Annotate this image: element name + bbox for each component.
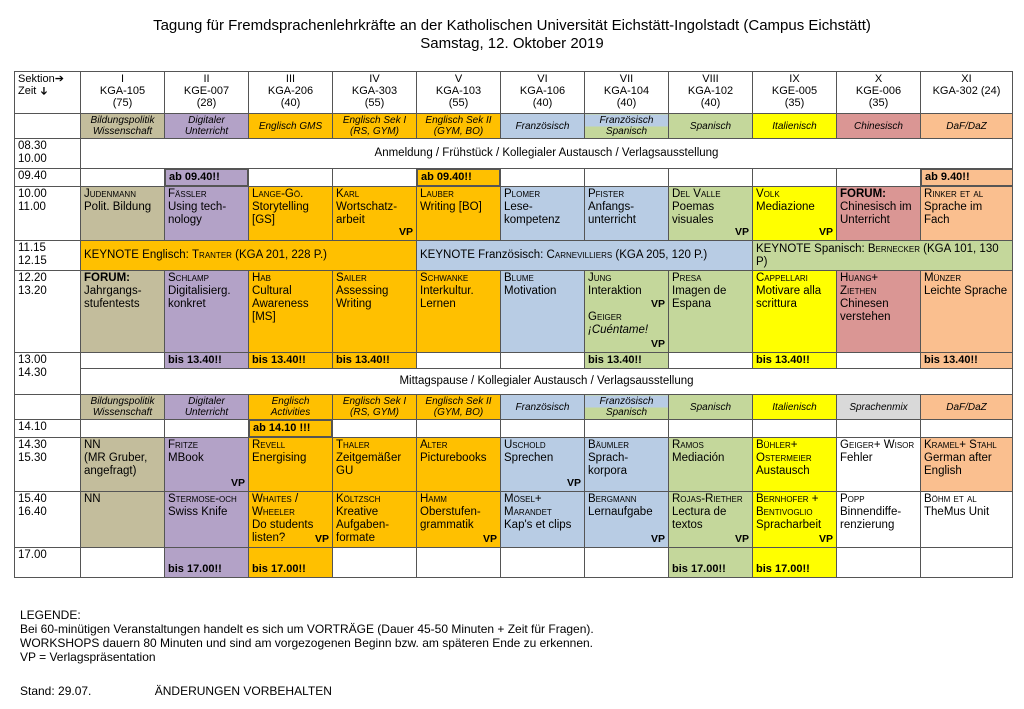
session-cell: Jung Interaktion VP Geiger ¡Cuéntame! VP (585, 271, 669, 353)
start-note: ab 14.10 !!! (249, 420, 332, 437)
vp-badge: VP (734, 226, 749, 238)
language-label: Digitaler Unterricht (165, 395, 249, 420)
vp-badge: VP (482, 533, 497, 545)
language-label: Französisch (501, 114, 585, 139)
session-cell: Rojas-Riether Lectura de textos VP (669, 492, 753, 548)
time-cell: 12.20 13.20 (15, 271, 81, 353)
session-cell: Karl Wortschatz-arbeit VP (333, 187, 417, 241)
legend (20, 608, 594, 664)
time-cell: 08.30 10.00 (15, 139, 81, 169)
session-cell: Lange-Gö. Storytelling [GS] (249, 187, 333, 241)
session-cell: Bernhofer + Bentivoglio Spracharbeit VP (753, 492, 837, 548)
start-note: ab 9.40!! (921, 169, 1013, 186)
section-header: IX KGE-005 (35) (753, 72, 837, 114)
vp-badge: VP (818, 226, 833, 238)
section-header: VII KGA-104 (40) (585, 72, 669, 114)
session-cell: Költzsch Kreative Aufgaben-formate (333, 492, 417, 548)
language-label: Französisch (501, 395, 585, 420)
vp-badge: VP (734, 533, 749, 545)
language-label: Spanisch (669, 114, 753, 139)
page-subtitle: Samstag, 12. Oktober 2019 (420, 35, 604, 52)
language-label: DaF/DaZ (921, 395, 1013, 420)
section-header: IV KGA-303 (55) (333, 72, 417, 114)
session-cell: Schlamp Digitalisierg. konkret (165, 271, 249, 353)
language-label: Englisch Sek I (RS, GYM) (333, 114, 417, 139)
language-label: Italienisch (753, 114, 837, 139)
language-label: Bildungspolitik Wissenschaft (81, 395, 165, 420)
start-note: ab 09.40!! (165, 169, 248, 186)
page-title: Tagung für Fremdsprachenlehrkräfte an der Katholischen Universität Eichstätt-Ingolstadt (Campus Eichstätt) (153, 17, 871, 34)
language-label: Englisch Sek II (GYM, BO) (417, 395, 501, 420)
end-note-row (15, 548, 1013, 578)
session-cell: Judenmann Polit. Bildung (81, 187, 165, 241)
start-note-row (15, 169, 1013, 187)
language-label: Englisch Sek II (GYM, BO) (417, 114, 501, 139)
session-cell: Kramel+ Stahl German after English (921, 438, 1013, 492)
language-label: Bildungspolitik Wissenschaft (81, 114, 165, 139)
legend-title: LEGENDE: (20, 608, 81, 622)
session-cell: Geiger+ Wisor Fehler (837, 438, 921, 492)
lunch-row (15, 369, 1013, 395)
corner-cell: Sektion➔ Zeit ➔ (15, 72, 81, 114)
session-row (15, 438, 1013, 492)
language-label: Französisch Spanisch (585, 395, 669, 420)
arrival-row (15, 139, 1013, 169)
session-cell: FORUM: Jahrgangs-stufentests (81, 271, 165, 353)
vp-badge: VP (650, 533, 665, 545)
vp-badge: VP (818, 533, 833, 545)
session-cell: Plomer Lese-kompetenz (501, 187, 585, 241)
time-cell: 14.30 15.30 (15, 438, 81, 492)
session-cell: Sailer Assessing Writing (333, 271, 417, 353)
legend-line: Bei 60-minütigen Veranstaltungen handelt es sich um VORTRÄGE (Dauer 45-50 Minuten + Zeit für Fragen). (20, 622, 594, 636)
keynote-french: KEYNOTE Französisch: Carnevilliers (KGA 205, 120 P.) (417, 241, 753, 271)
changes-note: ÄNDERUNGEN VORBEHALTEN (154, 684, 332, 698)
language-label: Englisch Sek I (RS, GYM) (333, 395, 417, 420)
session-cell: FORUM: Chinesisch im Unterricht (837, 187, 921, 241)
session-cell: Blume Motivation (501, 271, 585, 353)
session-cell: Stermose-och Swiss Knife (165, 492, 249, 548)
session-cell: Lauber Writing [BO] (417, 187, 501, 241)
time-cell: 09.40 (15, 169, 81, 187)
vp-badge: VP (230, 477, 245, 489)
end-note: bis 13.40!! (921, 353, 1013, 369)
session-cell: Rinker et al Sprache im Fach (921, 187, 1013, 241)
time-cell: 15.40 16.40 (15, 492, 81, 548)
session-cell: NN (81, 492, 165, 548)
vp-badge: VP (314, 533, 329, 545)
time-cell: 10.00 11.00 (15, 187, 81, 241)
session-cell: Schwanke Interkultur. Lernen (417, 271, 501, 353)
section-header: X KGE-006 (35) (837, 72, 921, 114)
header-row (15, 72, 1013, 114)
end-note-row (15, 353, 1013, 369)
vp-badge: VP (566, 477, 581, 489)
lunch-banner: Mittagspause / Kollegialer Austausch / Verlagsausstellung (81, 369, 1013, 395)
section-header: I KGA-105 (75) (81, 72, 165, 114)
time-cell: 13.00 14.30 (15, 353, 81, 395)
language-label: Italienisch (753, 395, 837, 420)
end-note: bis 13.40!! (753, 353, 837, 369)
end-note: bis 13.40!! (333, 353, 417, 369)
end-note: bis 17.00!! (669, 548, 753, 578)
vp-badge: VP (650, 338, 665, 350)
language-label: Digitaler Unterricht (165, 114, 249, 139)
schedule-table (14, 71, 1013, 578)
session-cell: Thaler Zeitgemäßer GU (333, 438, 417, 492)
session-cell: Bühler+ Ostermeier Austausch (753, 438, 837, 492)
keynote-english: KEYNOTE Englisch: Tranter (KGA 201, 228 P.) (81, 241, 417, 271)
session-cell: Hamm Oberstufen-grammatik VP (417, 492, 501, 548)
session-cell: Mösel+ Marandet Kap's et clips (501, 492, 585, 548)
start-note-row (15, 420, 1013, 438)
section-header: III KGA-206 (40) (249, 72, 333, 114)
session-cell: Fritze MBook VP (165, 438, 249, 492)
session-cell: Bäumler Sprach-korpora (585, 438, 669, 492)
session-cell: Presa Imagen de Espana (669, 271, 753, 353)
language-row (15, 395, 1013, 420)
session-row (15, 492, 1013, 548)
language-label: Französisch Spanisch (585, 114, 669, 139)
session-cell: Fässler Using tech-nology (165, 187, 249, 241)
section-header: XI KGA-302 (24) (921, 72, 1013, 114)
session-cell: Whaites / Wheeler Do students listen? VP (249, 492, 333, 548)
section-header: VIII KGA-102 (40) (669, 72, 753, 114)
keynote-spanish: KEYNOTE Spanisch: Bernecker (KGA 101, 130 P) (753, 241, 1013, 271)
session-row (15, 187, 1013, 241)
session-cell: Pfister Anfangs-unterricht (585, 187, 669, 241)
session-cell: Del Valle Poemas visuales VP (669, 187, 753, 241)
end-note: bis 17.00!! (165, 548, 249, 578)
session-cell: Uschold Sprechen VP (501, 438, 585, 492)
section-header: II KGE-007 (28) (165, 72, 249, 114)
end-note: bis 13.40!! (165, 353, 249, 369)
language-label: Sprachenmix (837, 395, 921, 420)
session-cell: Münzer Leichte Sprache (921, 271, 1013, 353)
keynote-row (15, 241, 1013, 271)
stand-date: Stand: 29.07. (20, 684, 92, 698)
legend-line: WORKSHOPS dauern 80 Minuten und sind am vorgezogenen Beginn bzw. am späteren Ende zu erkennen. (20, 636, 594, 650)
language-label: Spanisch (669, 395, 753, 420)
time-cell: 17.00 (15, 548, 81, 578)
session-row (15, 271, 1013, 353)
session-cell: Cappellari Motivare alla scrittura (753, 271, 837, 353)
section-header: VI KGA-106 (40) (501, 72, 585, 114)
start-note: ab 09.40!! (417, 169, 500, 186)
session-cell: Böhm et al TheMus Unit (921, 492, 1013, 548)
session-cell: Ramos Mediación (669, 438, 753, 492)
end-note: bis 17.00!! (753, 548, 837, 578)
language-label: Englisch Activities (249, 395, 333, 420)
language-label: DaF/DaZ (921, 114, 1013, 139)
session-cell: Alter Picturebooks (417, 438, 501, 492)
language-label: Chinesisch (837, 114, 921, 139)
arrival-banner: Anmeldung / Frühstück / Kollegialer Austausch / Verlagsausstellung (81, 139, 1013, 169)
time-cell: 14.10 (15, 420, 81, 438)
end-note: bis 13.40!! (249, 353, 333, 369)
end-note: bis 13.40!! (585, 353, 669, 369)
legend-line: VP = Verlagspräsentation (20, 650, 156, 664)
status-line (20, 684, 392, 698)
vp-badge: VP (398, 226, 413, 238)
session-cell: NN (MR Gruber, angefragt) (81, 438, 165, 492)
language-row (15, 114, 1013, 139)
session-cell: Volk Mediazione VP (753, 187, 837, 241)
end-note: bis 17.00!! (249, 548, 333, 578)
session-cell: Bergmann Lernaufgabe VP (585, 492, 669, 548)
vp-badge: VP (650, 298, 665, 310)
section-header: V KGA-103 (55) (417, 72, 501, 114)
session-cell: Revell Energising (249, 438, 333, 492)
language-label: Englisch GMS (249, 114, 333, 139)
session-cell: Huang+ Ziethen Chinesen verstehen (837, 271, 921, 353)
session-cell: Popp Binnendiffe-renzierung (837, 492, 921, 548)
time-cell: 11.15 12.15 (15, 241, 81, 271)
session-cell: Hab Cultural Awareness [MS] (249, 271, 333, 353)
